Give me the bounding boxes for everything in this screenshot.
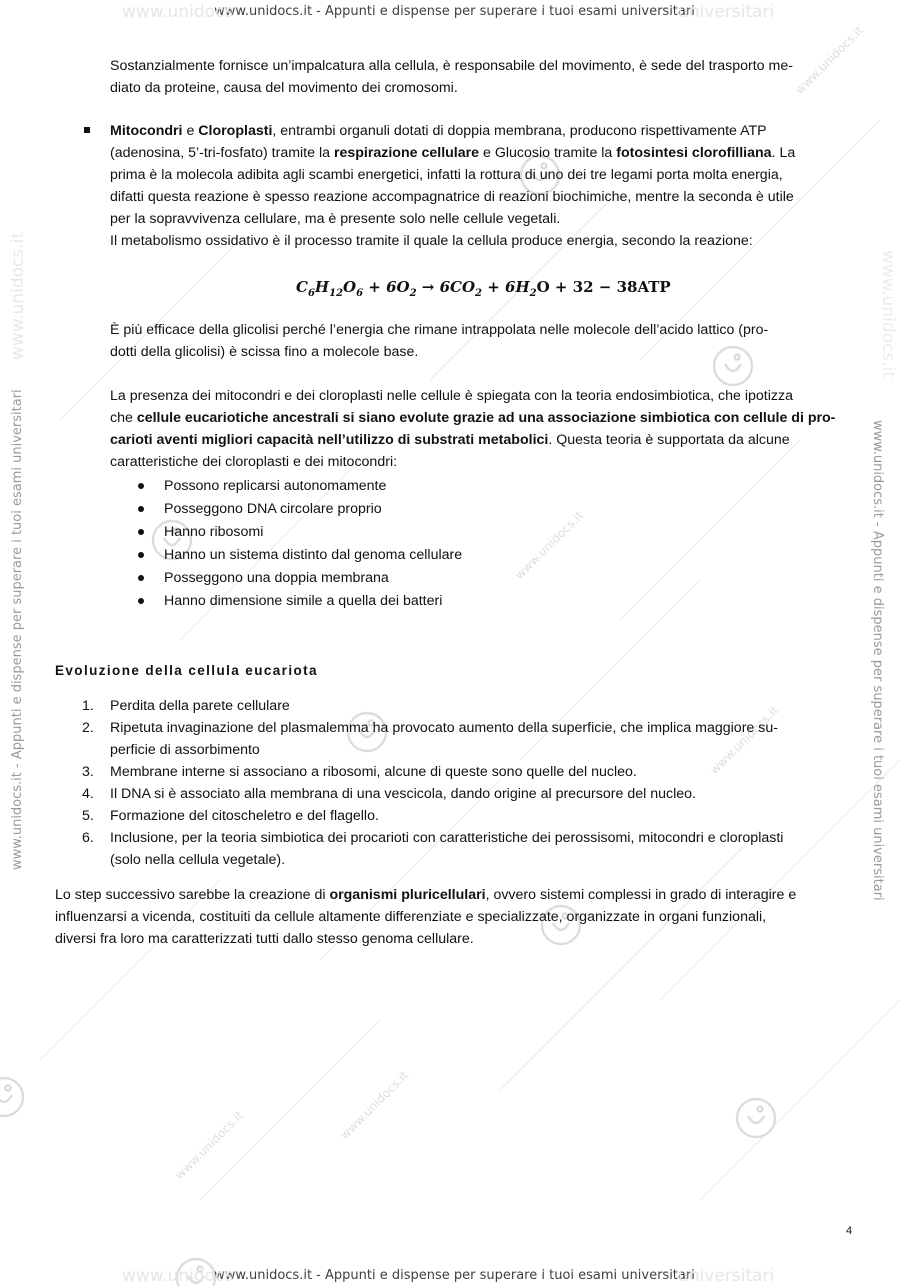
paragraph-line: Il metabolismo ossidativo è il processo tramite il quale la cellula produce energia, secondo la reazione: <box>110 233 753 249</box>
bullet-dot-icon <box>138 483 144 489</box>
paragraph-line: La presenza dei mitocondri e dei cloroplasti nelle cellule è spiegata con la teoria endosimbiotica, che ipotizza <box>110 388 793 404</box>
eq-sub: 12 <box>329 288 344 299</box>
bullet-dot-icon <box>138 598 144 604</box>
eq-sub: 2 <box>409 288 417 299</box>
eq-sub: 2 <box>475 288 483 299</box>
paragraph-line: diversi fra loro ma caratterizzati tutti dallo stesso genoma cellulare. <box>55 931 474 947</box>
paragraph-line <box>55 884 855 906</box>
top-watermark-ghost-left: www.unidocs <box>122 2 234 22</box>
eq-sub: 6 <box>356 288 364 299</box>
list-number: 5. <box>82 808 94 824</box>
paragraph-line: per la sopravvivenza cellulare, ma è presente solo nelle cellule vegetali. <box>110 211 561 227</box>
eq-part: H <box>314 278 330 296</box>
text-run: che <box>110 410 137 426</box>
left-side-watermark: www.unidocs.it - Appunti e dispense per superare i tuoi esami universitari <box>10 389 25 870</box>
list-item-continuation: perficie di assorbimento <box>110 742 260 758</box>
paragraph-line: dotti della glicolisi) è scissa fino a molecole base. <box>110 344 419 360</box>
right-side-ghost-watermark: www.unidocs.it <box>878 250 898 379</box>
bottom-watermark-banner <box>0 1266 909 1286</box>
section-heading: Evoluzione della cellula eucariota <box>55 663 318 678</box>
paragraph-line: Sostanzialmente fornisce un’impalcatura alla cellula, è responsabile del movimento, è sede del trasporto me- <box>110 58 793 74</box>
text-run: Lo step successivo sarebbe la creazione di <box>55 887 330 903</box>
bold-run: cellule eucariotiche ancestrali si siano evolute grazie ad una associazione simbiotica con cellule di pro- <box>136 410 836 426</box>
eq-sub: 6 <box>307 288 315 299</box>
list-number: 4. <box>82 786 94 802</box>
mitochondria-paragraph <box>110 120 855 252</box>
paragraph-line <box>110 429 855 451</box>
diagonal-watermark-text: www.unidocs.it <box>792 23 867 98</box>
list-item: Posseggono DNA circolare proprio <box>164 501 382 517</box>
endosymbiotic-paragraph <box>110 385 855 473</box>
text-run: e <box>182 123 199 139</box>
watermark-line <box>500 830 760 1090</box>
term-fotosintesi: fotosintesi clorofilliana <box>616 145 772 161</box>
paragraph-line: difatti questa reazione è spesso reazione accompagnatrice di reazioni biochimiche, mentre la seconda è utile <box>110 189 794 205</box>
list-item: Perdita della parete cellulare <box>110 698 290 714</box>
right-side-watermark: www.unidocs.it - Appunti e dispense per superare i tuoi esami universitari <box>870 420 885 901</box>
cytoskeleton-paragraph <box>110 55 855 99</box>
list-item: Il DNA si è associato alla membrana di una vescicola, dando origine al precursore del nucleo. <box>110 786 696 802</box>
term-cloroplasti: Cloroplasti <box>198 123 273 139</box>
bottom-watermark-ghost-right: universitari <box>678 1266 775 1286</box>
text-run: e Glucosio tramite la <box>479 145 617 161</box>
text-run: (adenosina, 5’-tri-fosfato) tramite la <box>110 145 334 161</box>
paragraph-line: influenzarsi a vicenda, costituiti da cellule altamente differenziate e specializzate, organizzate in organi funzionali, <box>55 909 767 925</box>
page-number: 4 <box>846 1225 853 1237</box>
conclusion-paragraph <box>55 884 855 950</box>
text-run: . La <box>771 145 796 161</box>
list-item: Posseggono una doppia membrana <box>164 570 389 586</box>
eq-part: → 6CO <box>416 278 476 296</box>
unidocs-logo-icon <box>737 1099 775 1137</box>
eq-sub: 2 <box>529 288 537 299</box>
paragraph-line: caratteristiche dei cloroplasti e dei mitocondri: <box>110 454 398 470</box>
text-run: . Questa teoria è supportata da alcune <box>548 432 790 448</box>
eq-part: C <box>296 278 308 296</box>
paragraph-line: prima è la molecola adibita agli scambi energetici, infatti la rottura di uno dei tre legami porta molta energia, <box>110 167 783 183</box>
left-side-ghost-watermark: www.unidocs.it <box>8 231 28 360</box>
paragraph-line: diato da proteine, causa del movimento dei cromosomi. <box>110 80 458 96</box>
paragraph-line: È più efficace della glicolisi perché l’energia che rimane intrappolata nelle molecole dell’acido lattico (pro- <box>110 322 769 338</box>
eq-part: + 6O <box>363 278 410 296</box>
text-run: , entrambi organuli dotati di doppia membrana, producono rispettivamente ATP <box>272 123 767 139</box>
term-mitocondri: Mitocondri <box>110 123 183 139</box>
eq-part: O + 32 − 38ATP <box>536 278 671 296</box>
eq-part: + 6H <box>482 278 530 296</box>
diagonal-watermark-text: www.unidocs.it <box>337 1068 412 1143</box>
watermark-line <box>700 1000 900 1200</box>
list-item: Ripetuta invaginazione del plasmalemma ha provocato aumento della superficie, che implica maggiore su- <box>110 720 778 736</box>
diagonal-watermark-text: www.unidocs.it <box>707 703 782 778</box>
watermark-line <box>200 1020 380 1200</box>
bottom-watermark-text: www.unidocs.it - Appunti e dispense per superare i tuoi esami universitari <box>214 1268 695 1283</box>
text-run: , ovvero sistemi complessi in grado di interagire e <box>485 887 797 903</box>
square-bullet-icon <box>84 127 90 133</box>
term-respirazione: respirazione cellulare <box>333 145 480 161</box>
bottom-watermark-ghost-left: www.unidocs <box>122 1266 234 1286</box>
list-number: 2. <box>82 720 94 736</box>
bold-run: organismi pluricellulari <box>329 887 486 903</box>
eq-part: O <box>343 278 357 296</box>
bullet-dot-icon <box>138 506 144 512</box>
unidocs-logo-icon <box>0 1078 23 1116</box>
bullet-dot-icon <box>138 552 144 558</box>
diagonal-watermark-text: www.unidocs.it <box>172 1108 247 1183</box>
equation <box>296 276 671 305</box>
paragraph-line <box>110 407 855 429</box>
paragraph-line <box>110 142 855 164</box>
list-number: 3. <box>82 764 94 780</box>
list-item: Hanno ribosomi <box>164 524 264 540</box>
top-watermark-ghost-right: universitari <box>678 2 775 22</box>
diagonal-watermark-text: www.unidocs.it <box>512 508 587 583</box>
bold-run: carioti aventi migliori capacità nell’utilizzo di substrati metabolici <box>110 432 549 448</box>
paragraph-line <box>110 120 855 142</box>
glycolysis-paragraph <box>110 319 855 363</box>
list-item-continuation: (solo nella cellula vegetale). <box>110 852 286 868</box>
list-item: Membrane interne si associano a ribosomi, alcune di queste sono quelle del nucleo. <box>110 764 637 780</box>
top-watermark-banner <box>0 2 909 22</box>
list-item: Inclusione, per la teoria simbiotica dei procarioti con caratteristiche dei perossisomi, mitocondri e cloroplasti <box>110 830 784 846</box>
top-watermark-text: www.unidocs.it - Appunti e dispense per superare i tuoi esami universitari <box>214 4 695 19</box>
list-number: 6. <box>82 830 94 846</box>
bullet-dot-icon <box>138 575 144 581</box>
bullet-dot-icon <box>138 529 144 535</box>
list-item: Hanno dimensione simile a quella dei batteri <box>164 593 443 609</box>
list-number: 1. <box>82 698 94 714</box>
watermark-line <box>660 760 900 1000</box>
list-item: Formazione del citoscheletro e del flagello. <box>110 808 379 824</box>
list-item: Hanno un sistema distinto dal genoma cellulare <box>164 547 463 563</box>
list-item: Possono replicarsi autonomamente <box>164 478 387 494</box>
